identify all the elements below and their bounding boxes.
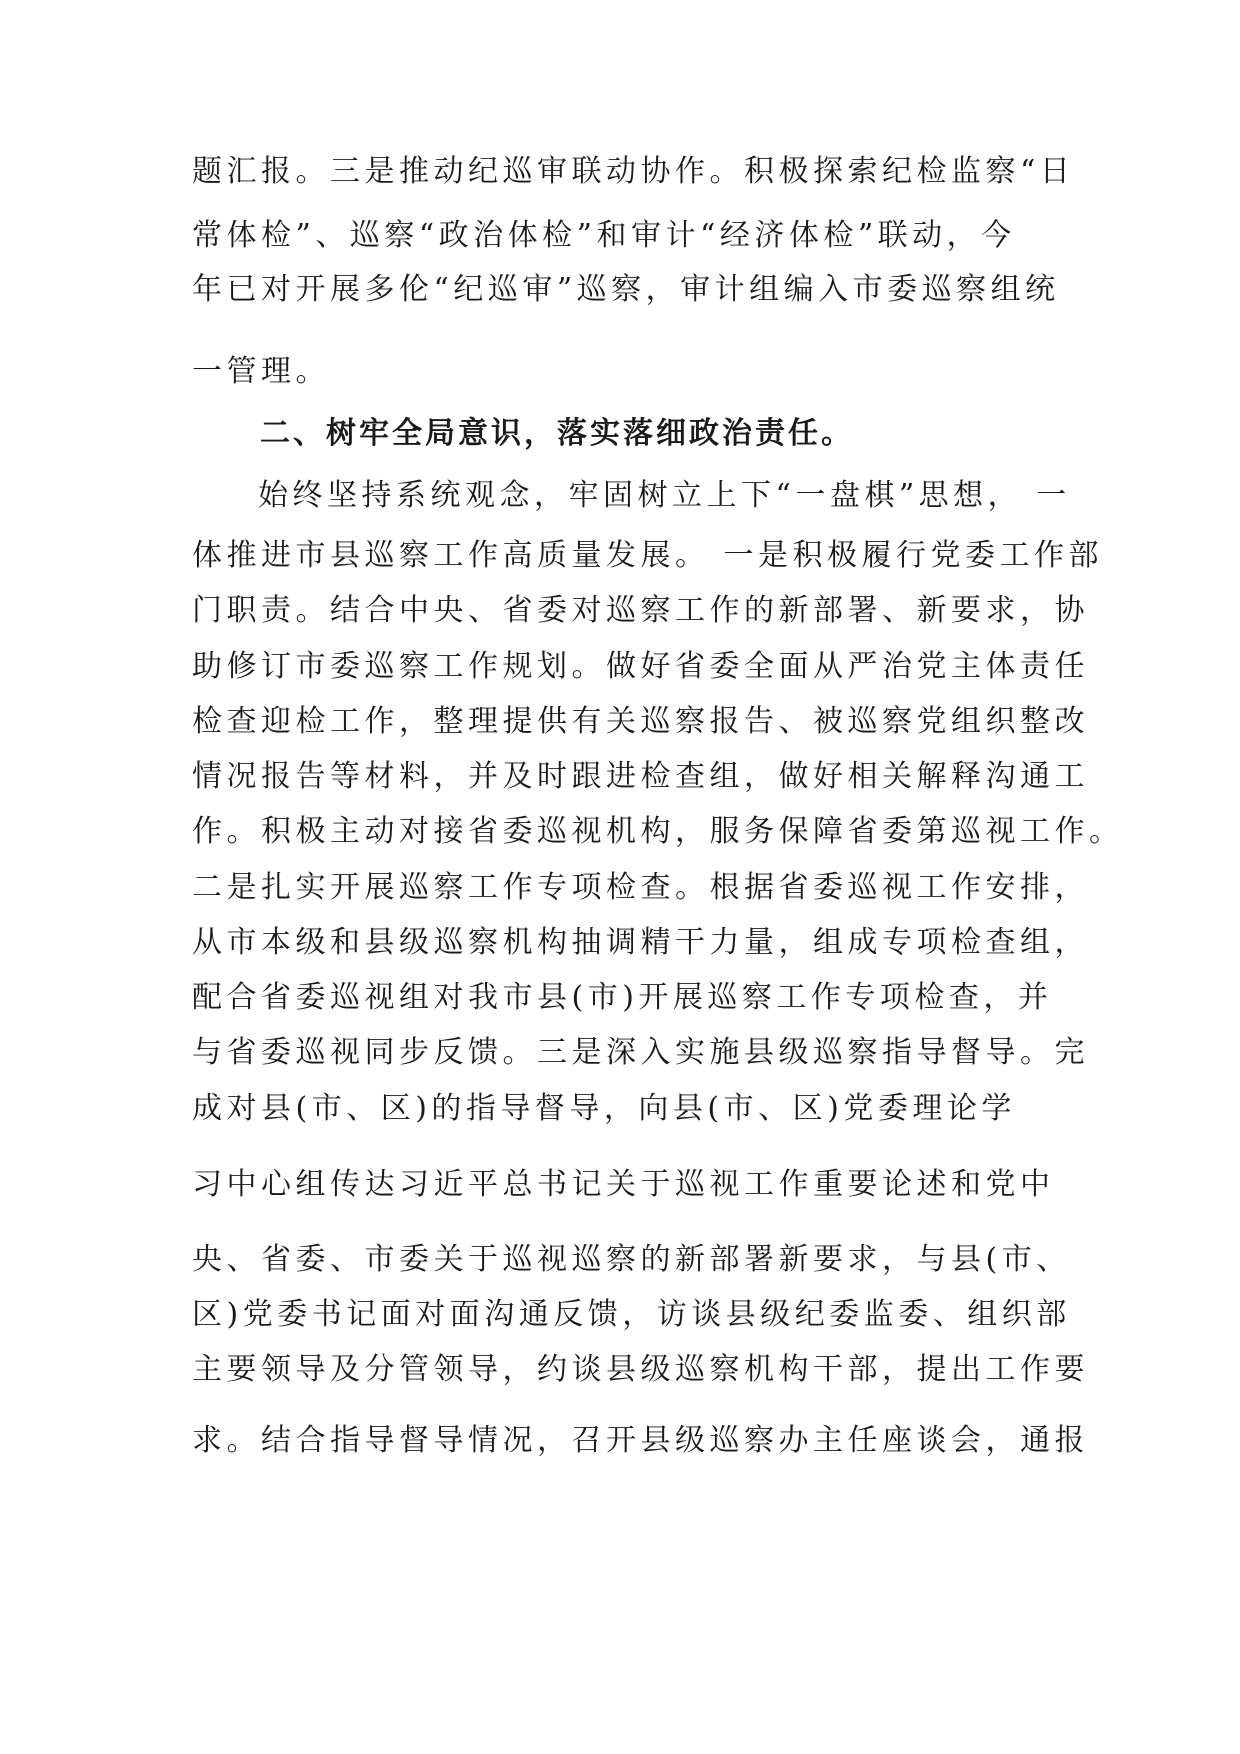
text-line: 助修订市委巡察工作规划。做好省委全面从严治党主体责任 (192, 649, 1089, 684)
text-line: 成对县(市、区)的指导督导，向县(市、区)党委理论学 (192, 1091, 1016, 1126)
text-line: 题汇报。三是推动纪巡审联动协作。积极探索纪检监察“日 (192, 154, 1075, 189)
text-line: 求。结合指导督导情况，召开县级巡察办主任座谈会，通报 (192, 1423, 1089, 1458)
text-line: 常体检”、巡察“政治体检”和审计“经济体检”联动，今 (192, 218, 1016, 253)
text-line: 从市本级和县级巡察机构抽调精干力量，组成专项检查组， (192, 925, 1089, 960)
text-line: 习中心组传达习近平总书记关于巡视工作重要论述和党中 (192, 1167, 1055, 1202)
text-line: 与省委巡视同步反馈。三是深入实施县级巡察指导督导。完 (192, 1035, 1089, 1070)
text-line: 央、省委、市委关于巡视巡察的新部署新要求，与县(市、 (192, 1242, 1071, 1277)
text-line: 门职责。结合中央、省委对巡察工作的新部署、新要求，协 (192, 593, 1089, 628)
text-line: 情况报告等材料，并及时跟进检查组，做好相关解释沟通工 (192, 759, 1089, 794)
text-line: 体推进市县巡察工作高质量发展。 一是积极履行党委工作部 (192, 538, 1104, 573)
text-line: 检查迎检工作，整理提供有关巡察报告、被巡察党组织整改 (192, 704, 1089, 739)
text-line: 作。积极主动对接省委巡视机构，服务保障省委第巡视工作。 (192, 814, 1124, 849)
section-heading: 二、树牢全局意识，落实落细政治责任。 (260, 416, 854, 451)
text-line: 始终坚持系统观念，牢固树立上下“一盘棋”思想， 一 (258, 478, 1071, 513)
text-line: 配合省委巡视组对我市县(市)开展巡察工作专项检查，并 (192, 980, 1053, 1015)
text-line: 主要领导及分管领导，约谈县级巡察机构干部，提出工作要 (192, 1352, 1089, 1387)
text-line: 区)党委书记面对面沟通反馈，访谈县级纪委监委、组织部 (192, 1297, 1071, 1332)
text-line: 二是扎实开展巡察工作专项检查。根据省委巡视工作安排， (192, 870, 1089, 905)
text-line: 年已对开展多伦“纪巡审”巡察，审计组编入市委巡察组统 (192, 272, 1060, 307)
text-line: 一管理。 (192, 354, 330, 389)
